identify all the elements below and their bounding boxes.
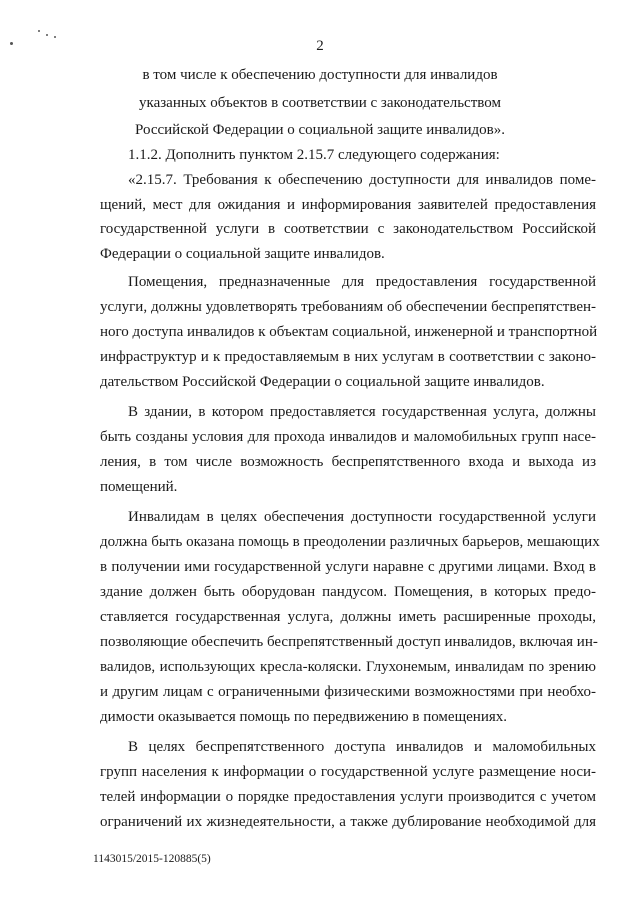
text-line: щений, мест для ожидания и информирования заявителей предоставления xyxy=(100,197,596,213)
text-line: позволяющие обеспечить беспрепятственный доступ инвалидов, включая ин- xyxy=(100,634,598,650)
text-line: ограничений их жизнедеятельности, а также дублирование необходимой для xyxy=(100,814,596,830)
text-line: валидов, использующих кресла-коляски. Глухонемым, инвалидам по зрению xyxy=(100,659,596,675)
text-line: В целях беспрепятственного доступа инвалидов и маломобильных xyxy=(128,739,596,755)
text-line: помещений. xyxy=(100,479,178,495)
text-line: 1.1.2. Дополнить пунктом 2.15.7 следующего содержания: xyxy=(128,147,500,163)
text-line: в том числе к обеспечению доступности для инвалидов xyxy=(142,67,498,83)
text-line: государственной услуги в соответствии с законодательством Российской xyxy=(100,221,596,237)
text-line: Инвалидам в целях обеспечения доступности государственной услуги xyxy=(128,509,596,525)
text-line: инфраструктур и к предоставляемым в них услугам в соответствии с законо- xyxy=(100,349,596,365)
text-line: услуги, должны удовлетворять требованиям об обеспечении беспрепятствен- xyxy=(100,299,596,315)
text-line: ления, в том числе возможность беспрепятственного входа и выхода из xyxy=(100,454,596,470)
text-line: ставляется государственная услуга, должны иметь расширенные проходы, xyxy=(100,609,596,625)
document-id-footer: 1143015/2015-120885(5) xyxy=(93,853,211,865)
text-line: указанных объектов в соответствии с законодательством xyxy=(139,95,501,111)
text-line: ного доступа инвалидов к объектам социальной, инженерной и транспортной xyxy=(100,324,598,340)
text-line: в получении ими государственной услуги наравне с другими лицами. Вход в xyxy=(100,559,596,575)
text-line: здание должен быть оборудован пандусом. Помещения, в которых предо- xyxy=(100,584,596,600)
page-number: 2 xyxy=(316,38,324,54)
text-line: Федерации о социальной защите инвалидов. xyxy=(100,246,385,262)
text-line: должна быть оказана помощь в преодолении различных барьеров, мешающих xyxy=(100,534,600,550)
text-line: телей информации о порядке предоставления услуги производится с учетом xyxy=(100,789,596,805)
text-line: Помещения, предназначенные для предоставления государственной xyxy=(128,274,596,290)
text-line: В здании, в котором предоставляется государственная услуга, должны xyxy=(128,404,596,420)
text-line: димости оказывается помощь по передвижению в помещениях. xyxy=(100,709,507,725)
text-line: и другим лицам с ограниченными физическими возможностями при необхо- xyxy=(100,684,596,700)
scan-speck xyxy=(38,30,40,32)
text-line: быть созданы условия для прохода инвалидов и маломобильных групп насе- xyxy=(100,429,596,445)
text-line: Российской Федерации о социальной защите инвалидов». xyxy=(135,122,505,138)
text-line: «2.15.7. Требования к обеспечению доступности для инвалидов поме- xyxy=(128,172,596,188)
text-line: дательством Российской Федерации о социальной защите инвалидов. xyxy=(100,374,545,390)
text-line: групп населения к информации о государственной услуге размещение носи- xyxy=(100,764,596,780)
